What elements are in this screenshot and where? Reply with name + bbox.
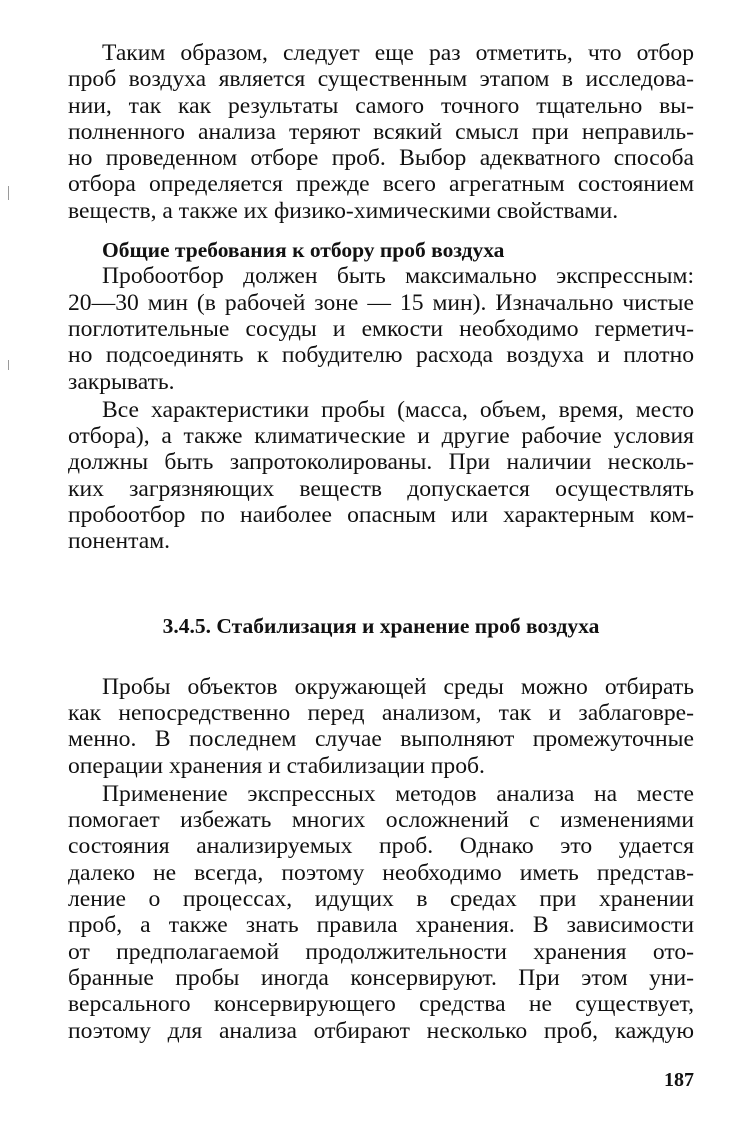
text-line: пробоотбор по наиболее опасным или характерным ком- bbox=[68, 502, 694, 529]
paragraph-conclusion bbox=[68, 40, 694, 224]
text-line: Пробоотбор должен быть максимально экспрессным: bbox=[102, 263, 694, 290]
text-line: Применение экспрессных методов анализа на месте bbox=[102, 780, 694, 807]
text-line: закрывать. bbox=[68, 368, 175, 395]
text-line: веществ, а также их физико-химическими свойствами. bbox=[68, 197, 619, 224]
text-line: Все характеристики пробы (масса, объем, время, место bbox=[102, 396, 694, 423]
text-line: отбора определяется прежде всего агрегатным состоянием bbox=[68, 171, 694, 198]
paragraph-protocol bbox=[68, 397, 694, 555]
paragraph-express-methods bbox=[68, 781, 694, 1044]
text-line: поглотительные сосуды и емкости необходимо герметич- bbox=[68, 315, 694, 342]
text-line: понентам. bbox=[68, 528, 171, 555]
section-title: 3.4.5. Стабилизация и хранение проб воздуха bbox=[162, 613, 600, 638]
book-page bbox=[68, 40, 694, 1044]
text-line: проб, а также знать правила хранения. В зависимости bbox=[68, 912, 694, 939]
text-line: бранные пробы иногда консервируют. При этом уни- bbox=[68, 964, 694, 991]
text-line: полненного анализа теряют всякий смысл при неправиль- bbox=[68, 118, 694, 145]
text-line: как непосредственно перед анализом, так и заблаговре- bbox=[68, 699, 694, 726]
text-line: версального консервирующего средства не существует, bbox=[68, 991, 694, 1018]
text-line: проб воздуха является существенным этапом в исследова- bbox=[68, 66, 694, 93]
text-line: нии, так как результаты самого точного тщательно вы- bbox=[68, 92, 694, 119]
scan-margin-mark bbox=[8, 360, 9, 370]
text-line: от предполагаемой продолжительности хранения ото- bbox=[68, 938, 694, 965]
text-line: 20—30 мин (в рабочей зоне — 15 мин). Изначально чистые bbox=[68, 289, 694, 316]
text-line: но проведенном отборе проб. Выбор адекватного способа bbox=[68, 145, 694, 172]
text-line: ких загрязняющих веществ допускается осуществлять bbox=[68, 475, 694, 502]
text-line: помогает избежать многих осложнений с изменениями bbox=[68, 807, 694, 834]
subheading: Общие требования к отбору проб воздуха bbox=[102, 238, 505, 263]
text-line: Таким образом, следует еще раз отметить, что отбор bbox=[102, 40, 694, 66]
page-number: 187 bbox=[664, 1069, 694, 1091]
text-line: состояния анализируемых проб. Однако это удается bbox=[68, 833, 694, 860]
text-line: поэтому для анализа отбирают несколько проб, каждую bbox=[68, 1017, 694, 1044]
text-line: ление о процессах, идущих в средах при хранении bbox=[68, 886, 694, 913]
text-line: отбора), а также климатические и другие рабочие условия bbox=[68, 423, 694, 450]
scan-margin-mark bbox=[8, 186, 9, 200]
text-line: но подсоединять к побудителю расхода воздуха и плотно bbox=[68, 342, 694, 369]
text-line: Пробы объектов окружающей среды можно отбирать bbox=[102, 673, 694, 700]
text-line: менно. В последнем случае выполняют промежуточные bbox=[68, 726, 694, 753]
paragraph-requirements bbox=[68, 263, 694, 394]
text-line: операции хранения и стабилизации проб. bbox=[68, 752, 485, 779]
paragraph-storage-intro bbox=[68, 674, 694, 779]
text-line: должны быть запротоколированы. При наличии несколь- bbox=[68, 449, 694, 476]
text-line: далеко не всегда, поэтому необходимо иметь представ- bbox=[68, 859, 694, 886]
